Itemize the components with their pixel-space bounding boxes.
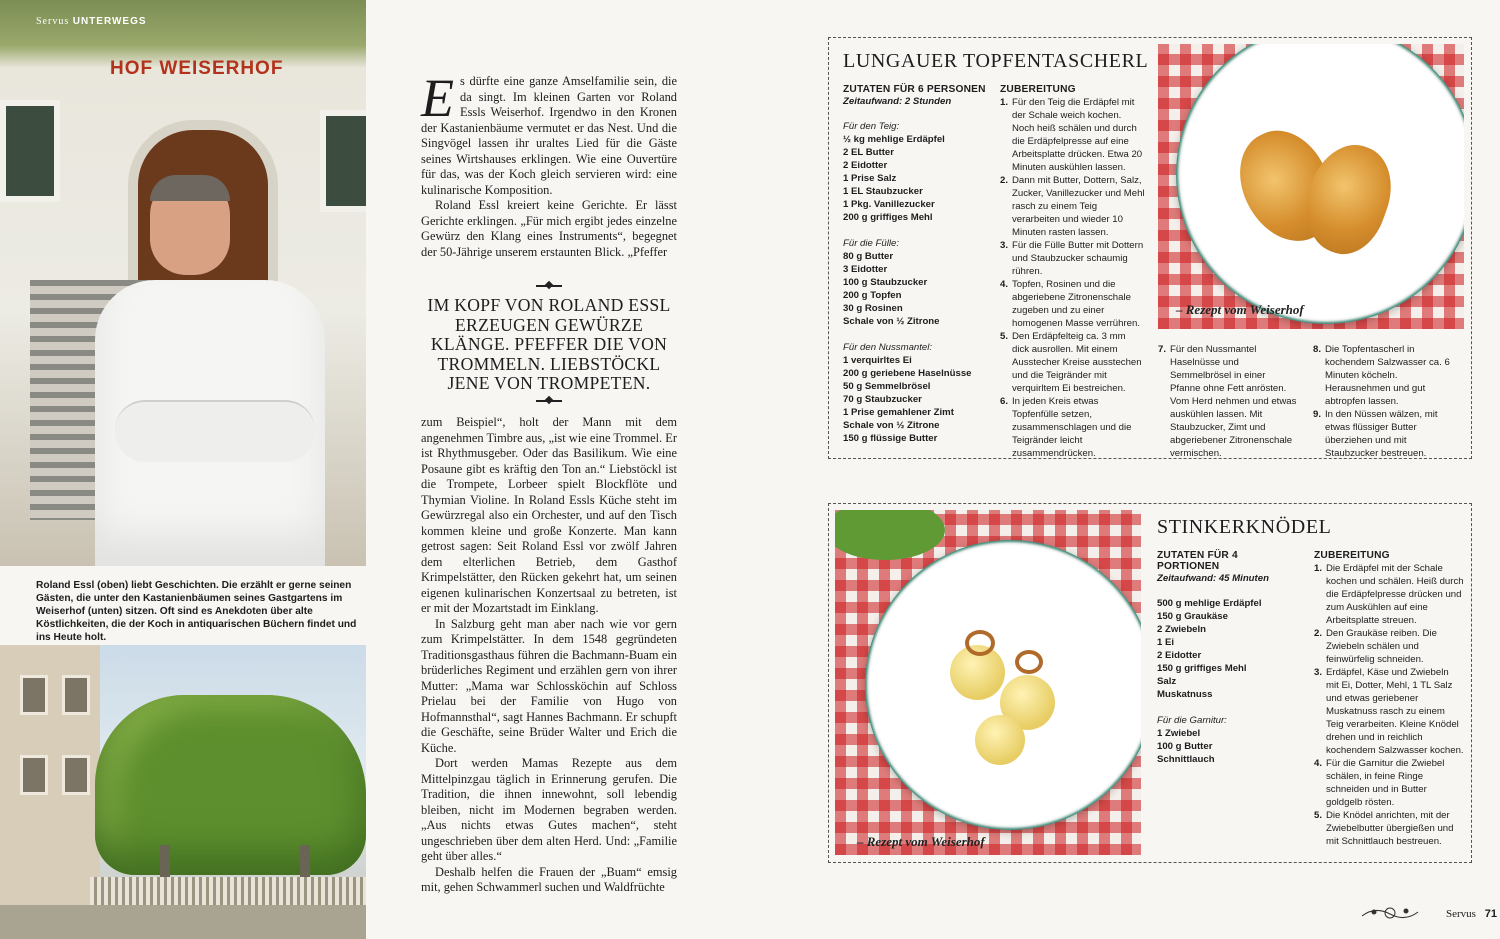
building-window bbox=[62, 675, 90, 715]
garden-photo bbox=[0, 645, 366, 939]
page-footer bbox=[1446, 908, 1497, 920]
chef-photo bbox=[0, 0, 366, 566]
step-number: 2. bbox=[1314, 628, 1323, 639]
ingredient-item: 1 Prise Salz bbox=[843, 173, 897, 184]
ingredient-item: 150 g flüssige Butter bbox=[843, 433, 938, 444]
ingredient-group-label: Für die Fülle: bbox=[843, 238, 899, 249]
drop-cap: E bbox=[421, 68, 454, 128]
section-name: UNTERWEGS bbox=[72, 16, 147, 27]
step-number: 3. bbox=[1314, 667, 1323, 678]
building-window bbox=[62, 755, 90, 795]
step-list bbox=[1000, 96, 1145, 460]
ingredient-item: 3 Eidotter bbox=[843, 264, 888, 275]
step-number: 8. bbox=[1313, 344, 1322, 355]
paragraph: zum Beispiel“, holt der Mann mit dem angenehmen Timbre aus, „ist wie eine Trommel. Er ist Rhythmusgeber. Oder das Basilikum. Wie eine Posaune gibt es kräftig den Ton an.“ Liebstöckl ist die Trompete, Lorbeer spielt Blockflöte und Thymian Violine. In Roland Essls Küche steht im Gewürzregal also ein Orchester, und auf den Tisch kommen kleine und große Konzerte. Man kann getrost sagen: Seit Roland Essl vor zwölf Jahren dem elterlichen Betrieb, dem Gasthof Krimpelstätter, den Rücken gekehrt hat, um seinen eigenen kulinarischen Konzertsaal zu betreten, ist er mit der Mozartstadt im Einklang. bbox=[421, 415, 677, 615]
page-number: 71 bbox=[1484, 908, 1497, 920]
ingredient-item: Schale von ½ Zitrone bbox=[843, 420, 940, 431]
time-required: Zeitaufwand: 45 Minuten bbox=[1157, 573, 1269, 584]
ingredient-item: Muskatnuss bbox=[1157, 689, 1213, 700]
paragraph: Dort werden Mamas Rezepte aus dem Mittelpinzgau täglich in Erinnerung gerufen. Die Tradition, die ihnen innewohnt, soll lebendig bleiben, nicht im Modernen begraben werden. „Aus nichts etwas Gutes machen“, steht ungeschrieben über dem alten Herd. Und: „Familie geht über alles.“ bbox=[421, 756, 677, 863]
step bbox=[1314, 562, 1464, 627]
building-window bbox=[20, 755, 48, 795]
ingredient-item: 1 Zwiebel bbox=[1157, 728, 1201, 739]
step-text: In jeden Kreis etwas Topfenfülle setzen, zusammenschlagen und die Teigränder leicht zusammendrücken. bbox=[1012, 396, 1132, 459]
ingredient-item: 30 g Rosinen bbox=[843, 303, 903, 314]
preparation bbox=[1314, 550, 1464, 848]
step-number: 3. bbox=[1000, 240, 1009, 251]
step bbox=[1000, 96, 1145, 174]
step-number: 1. bbox=[1314, 563, 1323, 574]
building-window bbox=[20, 675, 48, 715]
ingredients-header: ZUTATEN FÜR 4 PORTIONEN bbox=[1157, 550, 1238, 572]
paragraph: Deshalb helfen die Frauen der „Buam“ emsig mit, gehen Schwammerl suchen und Waldfrüchte bbox=[421, 864, 677, 894]
step-text: Für den Nussmantel Haselnüsse und Semmelbrösel in einer Pfanne ohne Fett anrösten. Vom Herd nehmen und etwas auskühlen lassen. Mit Staubzucker, Zimt und abgeriebener Zitronenschale vermischen. bbox=[1170, 344, 1297, 459]
step-text: Für die Garnitur die Zwiebel schälen, in feine Ringe schneiden und in Butter goldgelb rösten. bbox=[1326, 758, 1445, 808]
paragraph-text: s dürfte eine ganze Amselfamilie sein, die da singt. Im kleinen Garten vor Roland Essls Weiserhof. Irgendwo in den Kronen der Kastanienbäume vermutet er das Nest. Und die Singvögel lassen ihr uraltes Lied für die Gäste seines Wirtshauses erklingen. Wie eine Ouvertüre für das, was der Koch gleich servieren wird: eine kulinarische Komposition. bbox=[421, 74, 677, 197]
ingredient-list bbox=[1157, 597, 1302, 766]
ingredient-group-label: Für den Nussmantel: bbox=[843, 342, 933, 353]
step-text: Den Graukäse reiben. Die Zwiebeln schälen und feinwürfelig schneiden. bbox=[1326, 628, 1437, 665]
article-body bbox=[421, 415, 677, 896]
step-text: Topfen, Rosinen und die abgeriebene Zitronenschale zugeben und zu einer homogenen Masse verrühren. bbox=[1012, 279, 1140, 329]
facade-window bbox=[0, 100, 60, 202]
footer-brand: Servus bbox=[1446, 908, 1476, 920]
ingredients bbox=[843, 84, 993, 445]
chestnut-trees bbox=[95, 695, 366, 875]
step-number: 4. bbox=[1314, 758, 1323, 769]
ingredient-item: 1 Prise gemahlener Zimt bbox=[843, 407, 954, 418]
ingredient-item: 2 Zwiebeln bbox=[1157, 624, 1207, 635]
step-number: 9. bbox=[1313, 409, 1322, 420]
facade-window bbox=[320, 110, 366, 212]
step-text: Den Erdäpfelteig ca. 3 mm dick ausrollen. Mit einem Ausstecher Kreise ausstechen und die Teigränder mit verquirltem Ei bestreichen. bbox=[1012, 331, 1142, 394]
ingredient-item: 150 g griffiges Mehl bbox=[1157, 663, 1247, 674]
step-list bbox=[1313, 343, 1458, 460]
step bbox=[1314, 666, 1464, 757]
ingredients bbox=[1157, 550, 1302, 766]
ingredient-item: 2 EL Butter bbox=[843, 147, 894, 158]
dish-photo-stinkerknoedel bbox=[835, 510, 1141, 855]
plate bbox=[865, 540, 1141, 830]
ingredient-item: ½ kg mehlige Erdäpfel bbox=[843, 134, 945, 145]
step-list bbox=[1314, 562, 1464, 848]
ingredient-item: Schnittlauch bbox=[1157, 754, 1215, 765]
ingredient-item: 80 g Butter bbox=[843, 251, 894, 262]
ingredient-group-label: Für die Garnitur: bbox=[1157, 715, 1227, 726]
ingredient-item: Schale von ½ Zitrone bbox=[843, 316, 940, 327]
pull-quote: IM KOPF VON ROLAND ESSL ERZEUGEN GEWÜRZE KLÄNGE. PFEFFER DIE VON TROMMELN. LIEBSTÖCKL JENE VON TROMPETEN. bbox=[427, 295, 671, 394]
ingredient-item: 150 g Graukäse bbox=[1157, 611, 1228, 622]
ingredient-item: 2 Eidotter bbox=[1157, 650, 1202, 661]
flower-icon bbox=[1360, 902, 1420, 924]
ingredient-list bbox=[843, 120, 993, 445]
ingredient-item: 100 g Butter bbox=[1157, 741, 1213, 752]
chef-hair bbox=[150, 175, 230, 201]
fried-onion bbox=[965, 630, 995, 656]
recipe-title: LUNGAUER TOPFENTASCHERL bbox=[843, 50, 1149, 72]
step bbox=[1313, 343, 1458, 408]
step-text: Die Topfentascherl in kochendem Salzwasser ca. 6 Minuten köcheln. Herausnehmen und gut abtropfen lassen. bbox=[1325, 344, 1450, 407]
ingredient-item: 200 g griffiges Mehl bbox=[843, 212, 933, 223]
step bbox=[1313, 408, 1458, 460]
step-number: 5. bbox=[1314, 810, 1323, 821]
step bbox=[1158, 343, 1298, 460]
step bbox=[1000, 174, 1145, 239]
step-text: Die Erdäpfel mit der Schale kochen und schälen. Heiß durch die Erdäpfelpresse drücken und zum Auskühlen auf eine Arbeitsplatte streuen. bbox=[1326, 563, 1464, 626]
step-text: Die Knödel anrichten, mit der Zwiebelbutter übergießen und mit Schnittlauch bestreuen. bbox=[1326, 810, 1454, 847]
paragraph: In Salzburg geht man aber nach wie vor gern zum Krimpelstätter. In dem 1548 gegründeten Traditionsgasthaus führen die Bachmann-Buam ein brüderliches Regiment und erzählen gern von ihrer Mutter: „Mama war Schlossköchin auf Schloss Prielau bei der Familie von Hugo von Hofmannsthal“, sagt Hannes Bachmann. Er schupft die Geschäfte, seine Brüder Walter und Erich die Küche. bbox=[421, 616, 677, 755]
step-text: Für die Fülle Butter mit Dottern und Staubzucker schaumig rühren. bbox=[1012, 240, 1144, 277]
ingredient-item: 1 Ei bbox=[1157, 637, 1175, 648]
photo-caption: Roland Essl (oben) liebt Geschichten. Die erzählt er gerne seinen Gästen, die unter den Kastanienbäumen seines Gastgartens im Weiserhof (unten) sitzen. Oft sind es Anekdoten über alte Köstlichkeiten, die der Koch in antiquarischen Büchern findet und ins Heute holt. bbox=[36, 580, 357, 643]
step-text: Erdäpfel, Käse und Zwiebeln mit Ei, Dotter, Mehl, 1 TL Salz und etwas geriebener Muskatnuss rasch zu einem Teig verarbeiten. Kleine Knödel drehen und in reichlich kochendem Salzwasser kochen. bbox=[1326, 667, 1464, 756]
ingredient-item: 200 g Topfen bbox=[843, 290, 902, 301]
chef-figure bbox=[95, 175, 325, 566]
ingredient-item: 200 g geriebene Haselnüsse bbox=[843, 368, 972, 379]
ingredient-item: Salz bbox=[1157, 676, 1177, 687]
step bbox=[1314, 757, 1464, 809]
ingredients-header: ZUTATEN FÜR 6 PERSONEN bbox=[843, 84, 986, 95]
step-number: 7. bbox=[1158, 344, 1167, 355]
step-text: Für den Teig die Erdäpfel mit der Schale weich kochen. Noch heiß schälen und durch die Erdäpfelpresse auf eine Arbeitsplatte drücken. Etwa 20 Minuten auskühlen lassen. bbox=[1012, 97, 1143, 173]
step-number: 5. bbox=[1000, 331, 1009, 342]
fried-onion bbox=[1015, 650, 1043, 674]
step-text: Dann mit Butter, Dottern, Salz, Zucker, Vanillezucker und Mehl rasch zu einem Teig verarbeiten und wieder 10 Minuten rasten lassen. bbox=[1012, 175, 1145, 238]
ornament-divider bbox=[536, 285, 562, 287]
step bbox=[1000, 395, 1145, 460]
building bbox=[0, 645, 100, 939]
step-number: 2. bbox=[1000, 175, 1009, 186]
facade-sign: HOF WEISERHOF bbox=[110, 58, 284, 79]
step bbox=[1000, 239, 1145, 278]
chef-crossed-arms bbox=[115, 400, 315, 462]
ingredient-item: 2 Eidotter bbox=[843, 160, 888, 171]
step bbox=[1314, 809, 1464, 848]
dish-photo-topfentascherl bbox=[1158, 44, 1464, 329]
ornament-divider bbox=[536, 400, 562, 402]
photo-credit: – Rezept vom Weiserhof bbox=[1176, 302, 1304, 317]
article-intro bbox=[421, 68, 677, 260]
ingredient-item: 1 Pkg. Vanillezucker bbox=[843, 199, 935, 210]
step-number: 4. bbox=[1000, 279, 1009, 290]
paragraph bbox=[421, 68, 677, 198]
step-number: 6. bbox=[1000, 396, 1009, 407]
ingredient-item: 100 g Staubzucker bbox=[843, 277, 928, 288]
salad bbox=[835, 510, 945, 560]
ingredient-item: 1 verquirltes Ei bbox=[843, 355, 912, 366]
knoedel bbox=[975, 715, 1025, 765]
step-number: 1. bbox=[1000, 97, 1009, 108]
ingredient-item: 70 g Staubzucker bbox=[843, 394, 922, 405]
ingredient-group-label: Für den Teig: bbox=[843, 121, 900, 132]
section-tag bbox=[36, 16, 147, 27]
recipe-box-topfentascherl bbox=[828, 37, 1472, 459]
recipe-box-stinkerknoedel bbox=[828, 503, 1472, 863]
preparation bbox=[1000, 84, 1145, 460]
flower-ornament bbox=[1360, 902, 1420, 924]
step-list bbox=[1158, 343, 1298, 460]
section-prefix: Servus bbox=[36, 16, 70, 27]
time-required: Zeitaufwand: 2 Stunden bbox=[843, 96, 952, 107]
step bbox=[1000, 278, 1145, 330]
step bbox=[1000, 330, 1145, 395]
paragraph: Roland Essl kreiert keine Gerichte. Er lässt Gerichte erklingen. „Für mich ergibt jedes einzelne Gewürz den Klang eines Instruments“, begegnet der 50-Jährige unserem erstaunten Blick. „Pfeffer bbox=[421, 198, 677, 259]
preparation-header: ZUBEREITUNG bbox=[1314, 550, 1390, 561]
ground bbox=[0, 905, 366, 939]
step bbox=[1314, 627, 1464, 666]
ingredient-item: 500 g mehlige Erdäpfel bbox=[1157, 598, 1262, 609]
recipe-title: STINKERKNÖDEL bbox=[1157, 516, 1332, 538]
garden-fence bbox=[90, 877, 366, 905]
step-text: In den Nüssen wälzen, mit etwas flüssiger Butter überziehen und mit Staubzucker bestreuen. bbox=[1325, 409, 1438, 459]
photo-credit: – Rezept vom Weiserhof bbox=[857, 834, 985, 849]
preparation-header: ZUBEREITUNG bbox=[1000, 84, 1076, 95]
ingredient-item: 1 EL Staubzucker bbox=[843, 186, 923, 197]
ingredient-item: 50 g Semmelbrösel bbox=[843, 381, 931, 392]
